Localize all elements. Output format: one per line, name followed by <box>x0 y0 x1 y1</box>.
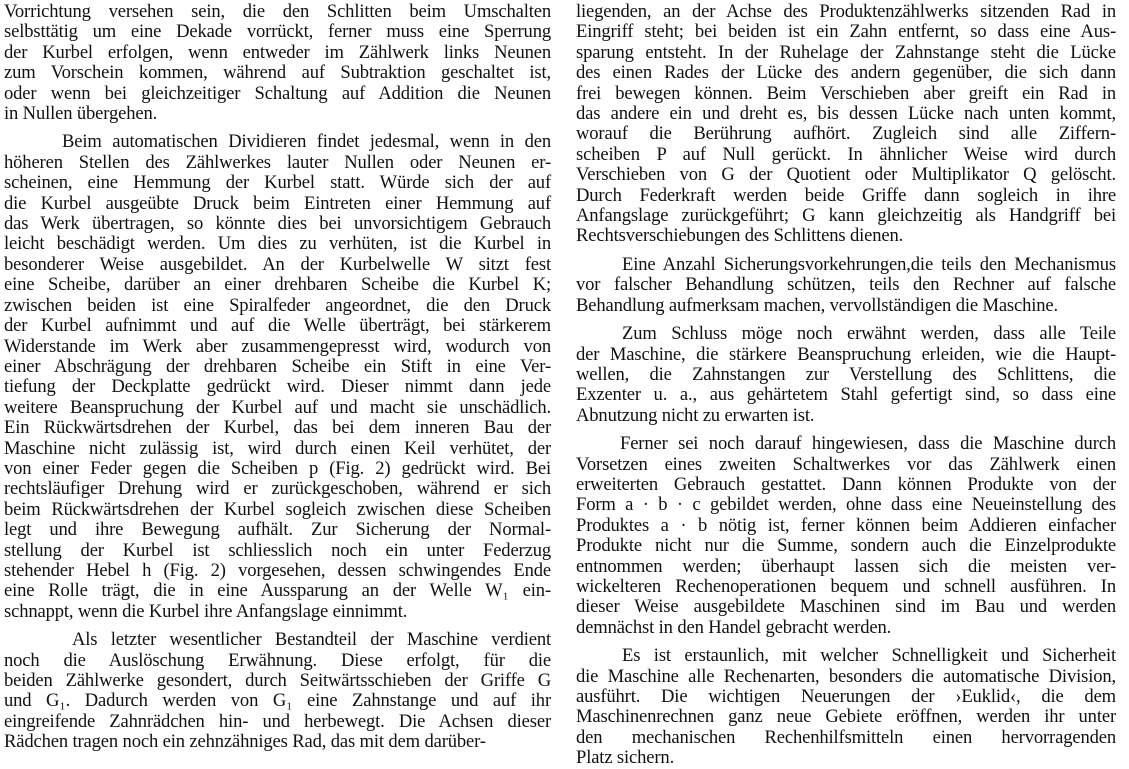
text-line: Behandlung aufmerksam machen, vervollständigen die Maschine. <box>576 294 1059 316</box>
paragraph <box>576 434 1116 638</box>
paragraph <box>4 132 551 622</box>
paragraph <box>576 646 1116 768</box>
text-line: sparung entsteht. In der Ruhelage der Zahnstange steht die Lücke <box>576 41 1116 63</box>
text-line: wickelteren Rechenoperationen bequem und schnell ausführen. In <box>576 575 1116 597</box>
text-line: scheiben P auf Null gerückt. In ähnlicher Weise wird durch <box>576 143 1116 165</box>
right-text-column <box>576 2 1116 769</box>
text-line: zwischen beiden ist eine Spiralfeder angeordnet, die den Druck <box>4 294 551 316</box>
text-line: Verschieben von G der Quotient oder Multiplikator Q gelöscht. <box>576 164 1116 186</box>
text-line: eine Rolle trägt, die in eine Aussparung an der Welle W₁ ein- <box>4 580 551 602</box>
text-line: erweiterten Gebrauch gestattet. Dann können Produkte von der <box>576 473 1116 495</box>
text-line: höheren Stellen des Zählwerkes lauter Nullen oder Neunen er- <box>4 151 551 173</box>
text-line: rechtsläufiger Drehung wird er zurückgeschoben, während er sich <box>4 478 551 500</box>
text-line: stellung der Kurbel ist schliesslich noch ein unter Federzug <box>4 539 551 561</box>
paragraph <box>576 2 1116 247</box>
text-line: Rechtsverschiebungen des Schlittens dienen. <box>576 225 904 247</box>
text-line: Rädchen tragen noch ein zehnzähniges Rad, das mit dem darüber- <box>4 731 486 753</box>
text-line: Vorsetzen eines zweiten Schaltwerkes vor das Zählwerk einen <box>576 453 1116 475</box>
text-line: einer Abschrägung der drehbaren Scheibe ein Stift in eine Ver- <box>4 355 551 377</box>
text-line: weitere Beanspruchung der Kurbel auf und macht sie unschädlich. <box>4 396 551 418</box>
text-line: Ferner sei noch darauf hingewiesen, dass die Maschine durch <box>620 433 1116 455</box>
paragraph <box>576 255 1116 316</box>
text-line: Als letzter wesentlicher Bestandteil der Maschine verdient <box>72 629 551 651</box>
text-line: frei bewegen können. Beim Verschieben aber greift ein Rad in <box>576 82 1116 104</box>
text-line: der Kurbel aufnimmt und auf die Welle überträgt, bei stärkerem <box>4 315 551 337</box>
text-line: und G₁. Dadurch werden von G₁ eine Zahnstange und auf ihr <box>4 690 551 712</box>
text-line: Produkte nicht nur die Summe, sondern auch die Einzelprodukte <box>576 535 1116 557</box>
text-line: liegenden, an der Achse des Produktenzählwerks sitzenden Rad in <box>576 1 1116 22</box>
text-line: in Nullen übergehen. <box>4 103 158 125</box>
text-line: Produktes a · b nötig ist, ferner können beim Addieren einfacher <box>576 514 1116 536</box>
text-line: Eingriff steht; bei beiden ist ein Zahn entfernt, so dass eine Aus- <box>576 21 1116 43</box>
text-line: tiefung der Deckplatte gedrückt wird. Dieser nimmt dann jede <box>4 376 551 398</box>
paragraph <box>576 324 1116 426</box>
text-line: vor falscher Behandlung schützen, teils den Rechner auf falsche <box>576 274 1116 296</box>
text-line: demnächst in den Handel gebracht werden. <box>576 616 892 638</box>
text-line: den mechanischen Rechenhilfsmitteln einen hervorragenden <box>576 726 1116 748</box>
text-line: Platz sichern. <box>576 747 675 769</box>
text-line: der Kurbel erfolgen, wenn entweder im Zählwerk links Neunen <box>4 41 551 63</box>
text-line: Maschinenrechnen ganz neue Gebiete eröffnen, werden ihr unter <box>576 706 1116 728</box>
text-line: worauf die Berührung aufhört. Zugleich sind alle Ziffern- <box>576 123 1116 145</box>
text-line: Ein Rückwärtsdrehen der Kurbel, das bei dem inneren Bau der <box>4 417 551 439</box>
text-line: zum Vorschein kommen, während auf Subtraktion geschaltet ist, <box>4 62 551 84</box>
text-line: Anfangslage zurückgeführt; G kann gleichzeitig als Handgriff bei <box>576 205 1116 227</box>
text-line: beim Rückwärtsdrehen der Kurbel sogleich zwischen diese Scheiben <box>4 498 551 520</box>
text-line: entnommen werden; überhaupt lassen sich die meisten ver- <box>576 555 1116 577</box>
text-line: das Werk übertragen, so könnte dies bei unvorsichtigem Gebrauch <box>4 213 551 235</box>
text-line: die Kurbel ausgeübte Druck beim Eintreten einer Hemmung auf <box>4 192 551 214</box>
text-line: eingreifende Zahnrädchen hin- und herbewegt. Die Achsen dieser <box>4 710 551 732</box>
text-line: legt und ihre Bewegung aufhält. Zur Sicherung der Normal- <box>4 519 551 541</box>
text-line: beiden Zählwerke gesondert, durch Seitwärtsschieben der Griffe G <box>4 670 551 691</box>
text-line: Abnutzung nicht zu erwarten ist. <box>576 404 815 426</box>
text-line: des einen Rades der Lücke des andern gegenüber, die sich dann <box>576 62 1116 84</box>
text-line: Widerstande im Werk aber zusammengepresst wird, wodurch von <box>4 335 551 357</box>
text-line: Durch Federkraft werden beide Griffe dann sogleich in ihre <box>576 184 1116 206</box>
left-text-column <box>4 2 551 753</box>
text-line: ausführt. Die wichtigen Neuerungen der ›Euklid‹, die dem <box>576 686 1116 707</box>
text-line: eine Scheibe, darüber an einer drehbaren Scheibe die Kurbel K; <box>4 274 551 296</box>
text-line: selbsttätig um eine Dekade vorrückt, ferner muss eine Sperrung <box>4 21 551 43</box>
text-line: Zum Schluss möge noch erwähnt werden, dass alle Teile <box>622 323 1116 345</box>
text-line: Form a · b · c gebildet werden, ohne dass eine Neueinstellung des <box>576 494 1116 516</box>
text-line: leicht beschädigt werden. Um dies zu verhüten, ist die Kurbel in <box>4 233 551 255</box>
text-line: dieser Weise ausgebildete Maschinen sind im Bau und werden <box>576 596 1116 618</box>
text-line: Eine Anzahl Sicherungsvorkehrungen,die teils den Mechanismus <box>622 253 1116 275</box>
text-line: der Maschine, die stärkere Beanspruchung erleiden, wie die Haupt- <box>576 343 1116 365</box>
text-line: schnappt, wenn die Kurbel ihre Anfangslage einnimmt. <box>4 600 408 622</box>
text-line: besonderer Weise ausgebildet. An der Kurbelwelle W sitzt fest <box>4 253 551 275</box>
text-line: Vorrichtung versehen sein, die den Schlitten beim Umschalten <box>4 1 551 22</box>
text-line: noch die Auslöschung Erwähnung. Diese erfolgt, für die <box>4 649 551 671</box>
text-line: die Maschine alle Rechenarten, besonders die automatische Division, <box>576 665 1116 687</box>
paragraph <box>4 2 551 124</box>
text-line: oder wenn bei gleichzeitiger Schaltung auf Addition die Neunen <box>4 82 551 104</box>
text-line: das andere ein und dreht es, bis dessen Lücke nach unten kommt, <box>576 103 1116 125</box>
text-line: Es ist erstaunlich, mit welcher Schnelligkeit und Sicherheit <box>622 645 1116 667</box>
text-line: Exzenter u. a., aus gehärtetem Stahl gefertigt sind, so dass eine <box>576 384 1116 406</box>
text-line: Maschine nicht zulässig ist, wird durch einen Keil verhütet, der <box>4 437 551 459</box>
text-line: stehender Hebel h (Fig. 2) vorgesehen, dessen schwingendes Ende <box>4 559 551 581</box>
text-line: wellen, die Zahnstangen zur Verstellung des Schlittens, die <box>576 363 1116 385</box>
text-line: scheinen, eine Hemmung der Kurbel statt. Würde sich der auf <box>4 172 551 194</box>
text-line: Beim automatischen Dividieren findet jedesmal, wenn in den <box>62 131 551 153</box>
text-line: von einer Feder gegen die Scheiben p (Fig. 2) gedrückt wird. Bei <box>4 457 551 479</box>
paragraph <box>4 630 551 752</box>
